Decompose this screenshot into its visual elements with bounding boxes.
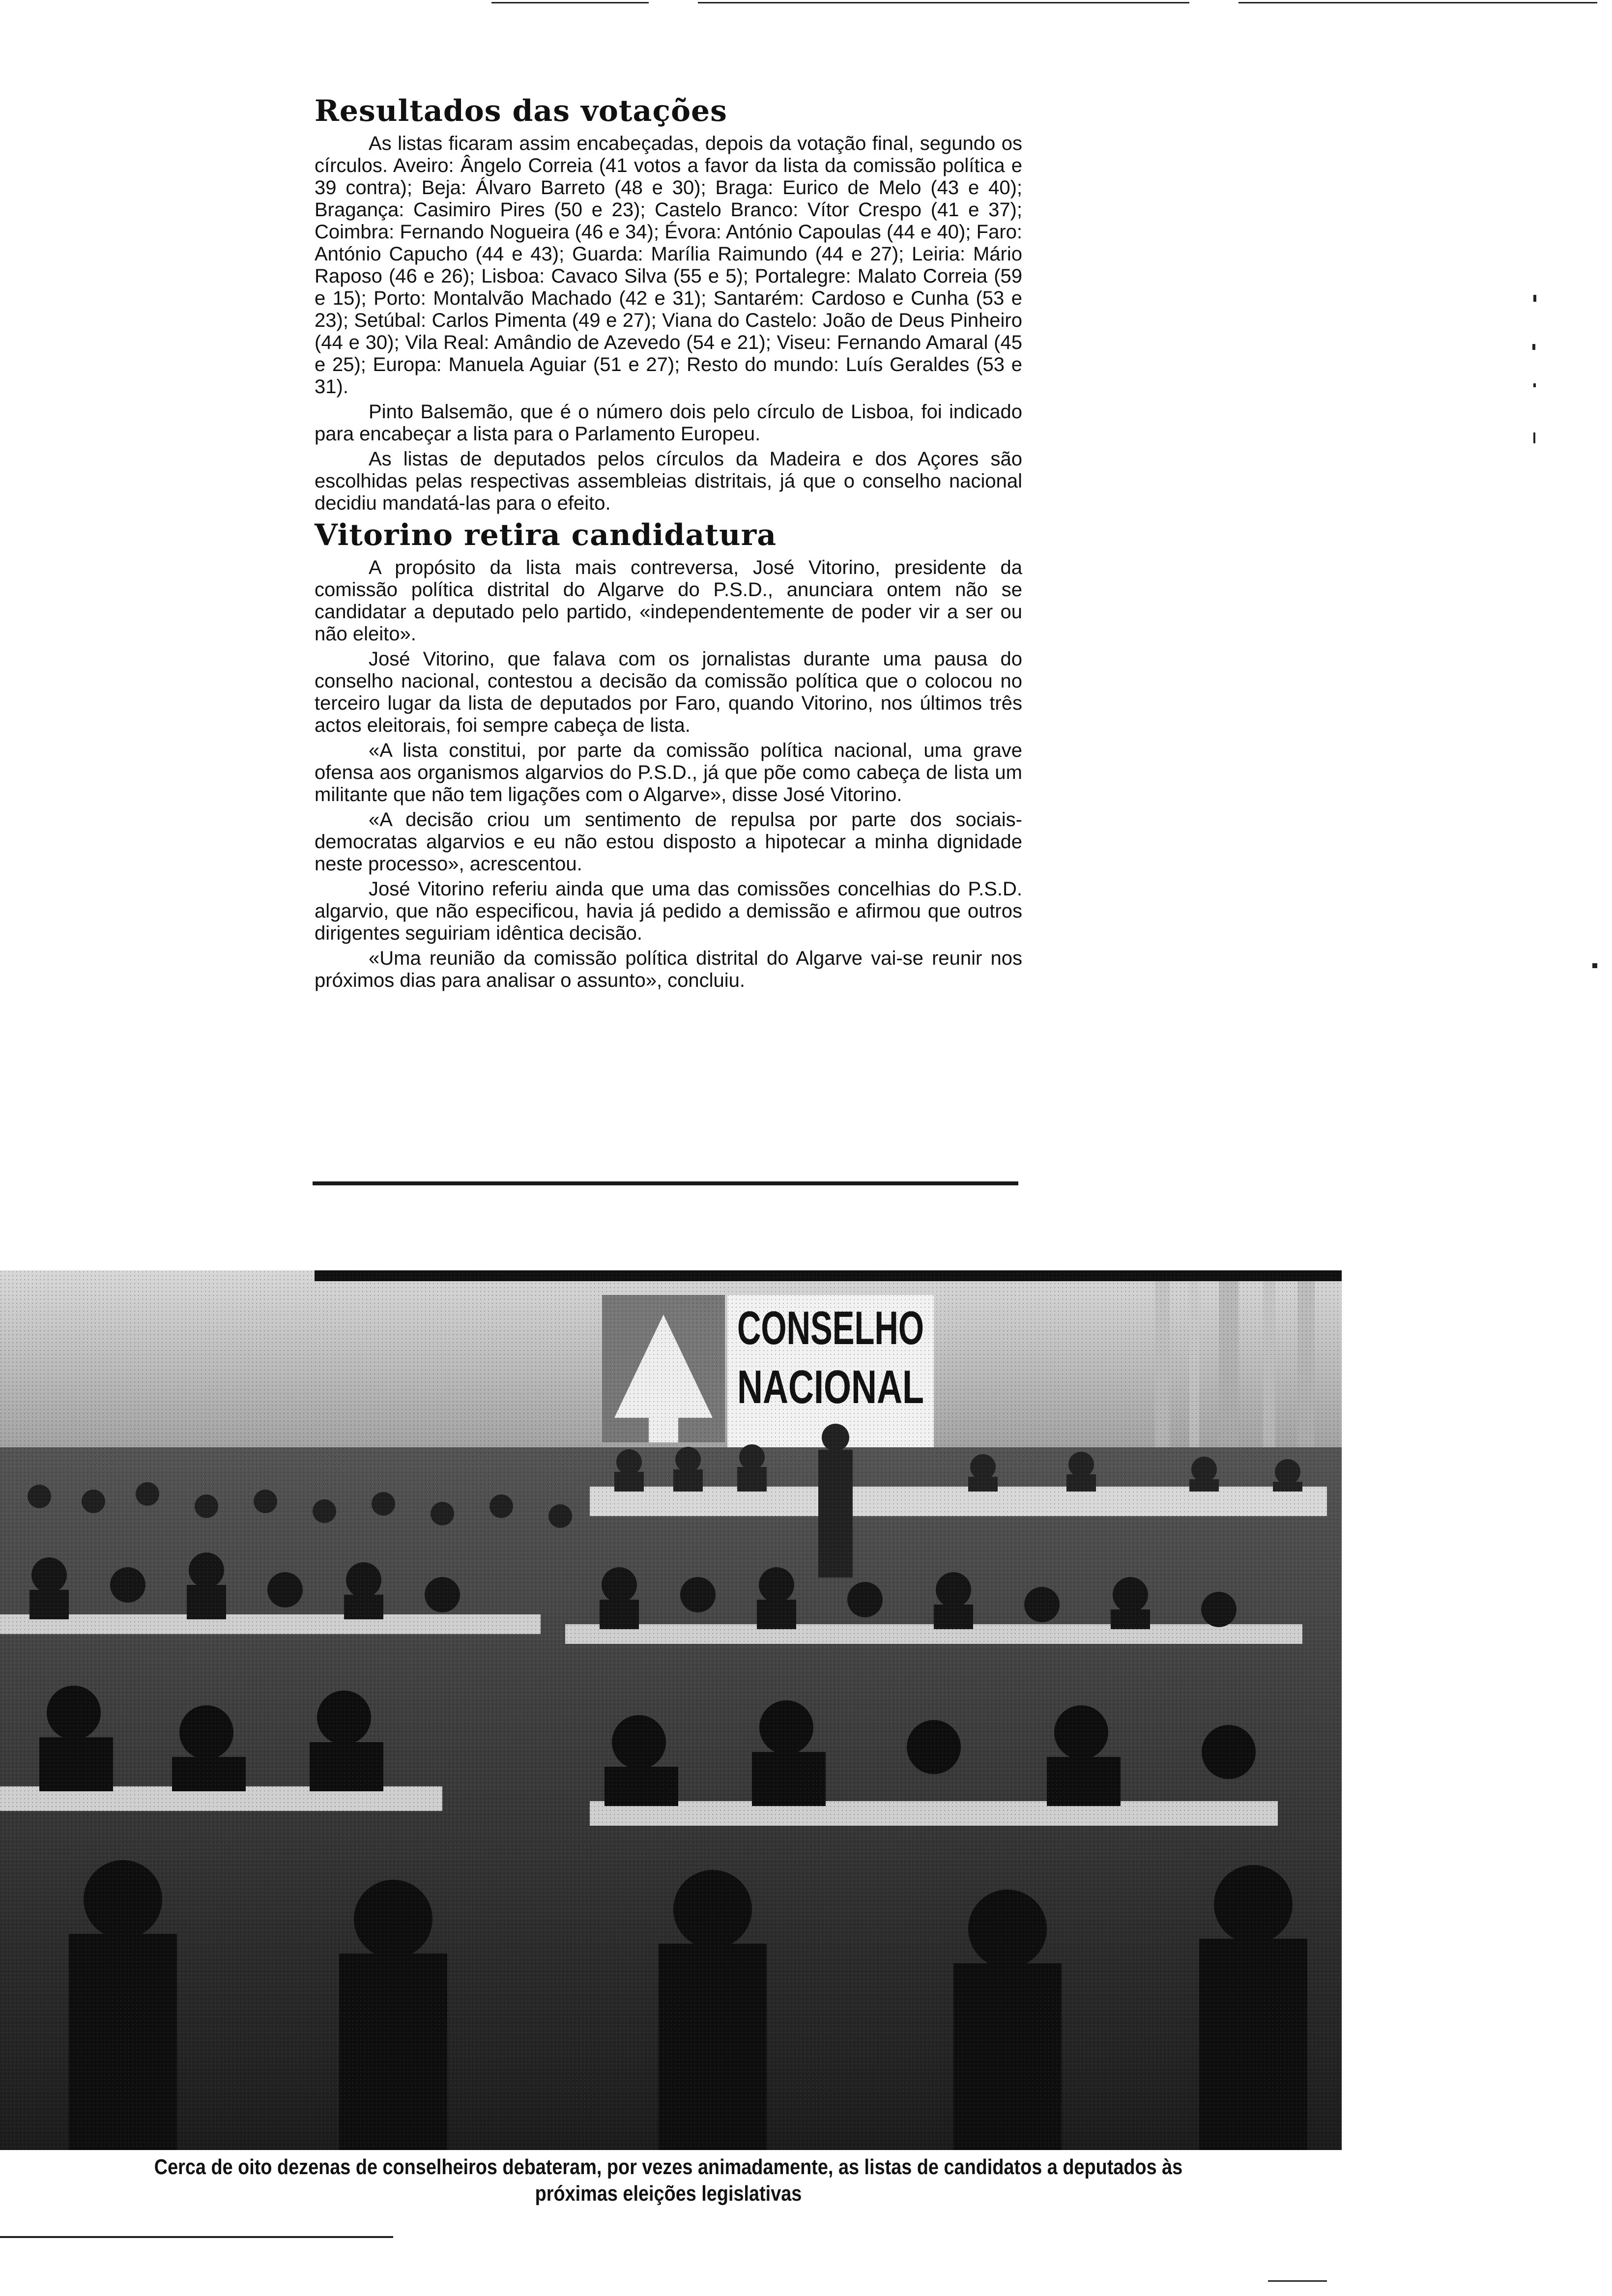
margin-mark xyxy=(1533,295,1536,302)
paragraph: José Vitorino referiu ainda que uma das comissões concelhias do P.S.D. algarvio, que não especificou, havia já pedido a demissão e afirmou que outros dirigentes seguiriam idêntica decisão. xyxy=(315,878,1022,944)
paragraph: «A decisão criou um sentimento de repulsa por parte dos sociais-democratas algarvios e eu não estou disposto a hipotecar a minha dignidade neste processo», acrescentou. xyxy=(315,809,1022,875)
meeting-photo xyxy=(0,1270,1342,2150)
margin-mark xyxy=(1532,344,1535,350)
section-heading-results: Resultados das votações xyxy=(315,94,727,128)
paragraph: «A lista constitui, por parte da comissão política nacional, uma grave ofensa aos organismos algarvios do P.S.D., já que põe como cabeça de lista um militante que não tem ligações com o Algarve», disse José Vitorino. xyxy=(315,740,1022,805)
paragraph: As listas de deputados pelos círculos da Madeira e dos Açores são escolhidas pelas respectivas assembleias distritais, já que o conselho nacional decidiu mandatá-las para o efeito. xyxy=(315,448,1022,514)
margin-mark xyxy=(1533,383,1536,387)
scan-edge-line xyxy=(491,2,649,3)
margin-mark xyxy=(1268,2280,1327,2282)
photo-caption: Cerca de oito dezenas de conselheiros debateram, por vezes animadamente, as listas de candidatos a deputados às próximas eleições legislativas xyxy=(154,2155,1183,2206)
paragraph: «Uma reunião da comissão política distrital do Algarve vai-se reunir nos próximos dias para analisar o assunto», concluiu. xyxy=(315,947,1022,991)
article-end-rule xyxy=(313,1181,1018,1185)
paragraph: José Vitorino, que falava com os jornalistas durante uma pausa do conselho nacional, contestou a decisão da comissão política que o colocou no terceiro lugar da lista de deputados por Faro, quando Vitorino, nos últimos três actos eleitorais, foi sempre cabeça de lista. xyxy=(315,648,1022,736)
scan-edge-line xyxy=(1238,2,1597,3)
paragraph: Pinto Balsemão, que é o número dois pelo círculo de Lisboa, foi indicado para encabeçar a lista para o Parlamento Europeu. xyxy=(315,401,1022,445)
margin-mark xyxy=(1592,963,1597,968)
margin-mark xyxy=(1533,432,1535,443)
scan-edge-line xyxy=(0,2236,393,2238)
section-heading-vitorino: Vitorino retira candidatura xyxy=(315,518,777,552)
article xyxy=(315,88,1022,995)
paragraph: As listas ficaram assim encabeçadas, depois da votação final, segundo os círculos. Aveiro: Ângelo Correia (41 votos a favor da lista da comissão política e 39 contra); Beja: Álvaro Barreto (48 e 30); Braga: Eurico de Melo (43 e 40); Bragança: Casimiro Pires (50 e 23); Castelo Branco: Vítor Crespo (41 e 37); Coimbra: Fernando Nogueira (46 e 34); Évora: António Capoulas (44 e 40); Faro: António Capucho (44 e 43); Guarda: Marília Raimundo (44 e 27); Leiria: Mário Raposo (46 e 26); Lisboa: Cavaco Silva (55 e 5); Portalegre: Malato Correia (59 e 15); Porto: Montalvão Machado (42 e 31); Santarém: Cardoso e Cunha (53 e 23); Setúbal: Carlos Pimenta (49 e 27); Viana do Castelo: João de Deus Pinheiro (44 e 30); Vila Real: Amândio de Azevedo (54 e 21); Viseu: Fernando Amaral (45 e 25); Europa: Manuela Aguiar (51 e 27); Resto do mundo: Luís Geraldes (53 e 31). xyxy=(315,133,1022,398)
scan-edge-line xyxy=(698,2,1189,3)
paragraph: A propósito da lista mais contreversa, José Vitorino, presidente da comissão política distrital do Algarve do P.S.D., anunciara ontem não se candidatar a deputado pelo partido, «independentemente de poder vir a ser ou não eleito». xyxy=(315,557,1022,645)
